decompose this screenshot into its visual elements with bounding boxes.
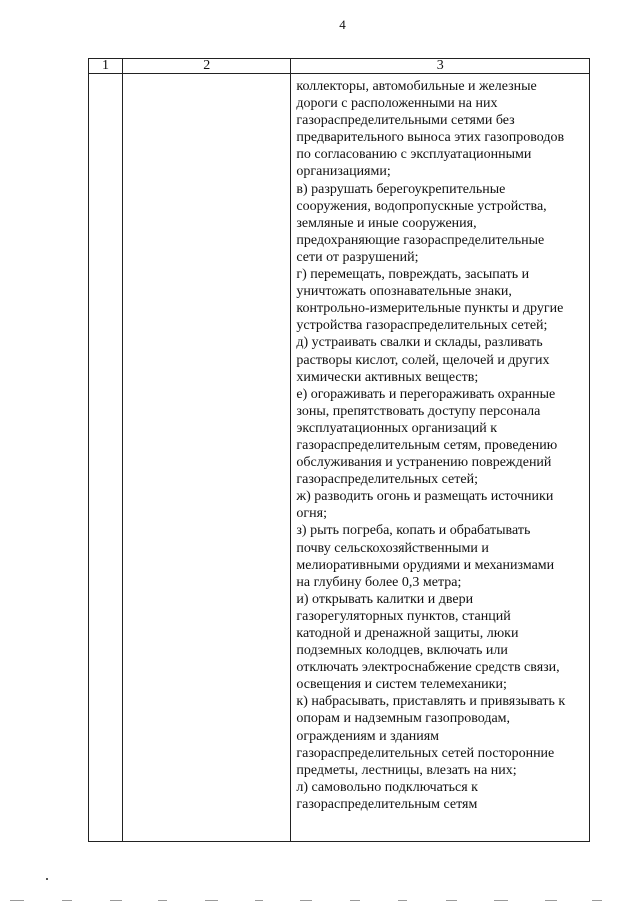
text-line: опорам и надземным газопроводам,	[296, 711, 511, 727]
text-line: по согласованию с эксплуатационными	[296, 147, 532, 163]
text-line: е) огораживать и перегораживать охранные	[296, 386, 556, 402]
scan-speck	[62, 900, 72, 901]
text-line: ограждениям и зданиям	[296, 728, 440, 744]
column-header-3: 3	[291, 59, 590, 74]
scan-speck	[398, 900, 407, 901]
text-line: эксплуатационных организаций к	[296, 420, 498, 436]
column-header-2: 2	[123, 59, 291, 74]
text-line: сети от разрушений;	[296, 249, 419, 265]
text-line: предварительного выноса этих газопроводов	[296, 130, 565, 146]
scan-speck	[494, 900, 508, 901]
text-line: зоны, препятствовать доступу персонала	[296, 403, 541, 419]
scan-speck	[545, 900, 557, 901]
scan-speck	[300, 900, 312, 901]
column-header-1: 1	[89, 59, 123, 74]
text-line: л) самовольно подключаться к	[296, 779, 478, 795]
text-line: к) набрасывать, приставлять и привязывать к	[296, 694, 566, 710]
column-2-cell	[123, 74, 291, 842]
text-line: земляные и иные сооружения,	[296, 215, 477, 231]
column-3-text-cell	[291, 74, 590, 842]
text-line: газораспределительным сетям	[296, 796, 478, 812]
scan-speck	[10, 900, 24, 901]
text-line: почву сельскохозяйственными и	[296, 540, 489, 556]
column-3-text-block	[296, 78, 585, 813]
text-line: обслуживания и устранению повреждений	[296, 455, 552, 471]
text-line: д) устраивать свалки и склады, разливать	[296, 335, 543, 351]
scan-speck	[205, 900, 218, 901]
text-line: отключать электроснабжение средств связи,	[296, 660, 560, 676]
text-line: химически активных веществ;	[296, 369, 479, 385]
scan-speck	[446, 900, 457, 901]
text-line: газораспределительным сетям, проведению	[296, 437, 558, 453]
text-line: предохраняющие газораспределительные	[296, 232, 545, 248]
text-line: катодной и дренажной защиты, люки	[296, 626, 519, 641]
document-table	[88, 58, 590, 842]
text-line: подземных колодцев, включать или	[296, 643, 508, 659]
text-line: уничтожать опознавательные знаки,	[296, 284, 512, 300]
text-line: огня;	[296, 506, 327, 522]
scan-speck	[110, 900, 122, 901]
column-1-cell	[89, 74, 123, 842]
text-line: устройства газораспределительных сетей;	[296, 318, 548, 334]
scan-speck	[350, 900, 360, 901]
text-line: г) перемещать, повреждать, засыпать и	[296, 267, 530, 283]
text-line: ж) разводить огонь и размещать источники	[296, 489, 554, 505]
text-line: организациями;	[296, 164, 391, 180]
text-line: газорегуляторных пунктов, станций	[296, 608, 511, 624]
text-line: и) открывать калитки и двери	[296, 591, 474, 607]
text-line: з) рыть погреба, копать и обрабатывать	[296, 523, 531, 539]
table-row	[89, 74, 590, 842]
text-line: газораспределительными сетями без	[296, 113, 515, 129]
text-line: в) разрушать берегоукрепительные	[296, 181, 506, 197]
page-number: 4	[339, 17, 346, 32]
text-line: предметы, лестницы, влезать на них;	[296, 762, 517, 778]
text-line: газораспределительных сетей посторонние	[296, 745, 555, 761]
scan-speck	[592, 900, 602, 901]
text-line: на глубину более 0,3 метра;	[296, 574, 462, 590]
table-header-row	[89, 59, 590, 74]
text-line: растворы кислот, солей, щелочей и других	[296, 352, 550, 368]
text-line: сооружения, водопропускные устройства,	[296, 198, 547, 214]
text-line: дороги с расположенными на них	[296, 96, 498, 112]
text-line: коллекторы, автомобильные и железные	[296, 79, 537, 94]
scan-speck	[158, 900, 167, 901]
scan-speck	[255, 900, 263, 901]
text-line: мелиоративными орудиями и механизмами	[296, 557, 555, 573]
text-line: освещения и систем телемеханики;	[296, 677, 507, 693]
text-line: газораспределительных сетей;	[296, 472, 478, 488]
text-line: контрольно-измерительные пункты и другие	[296, 301, 564, 317]
scan-speck	[46, 878, 48, 880]
scan-noise-line	[0, 900, 640, 902]
